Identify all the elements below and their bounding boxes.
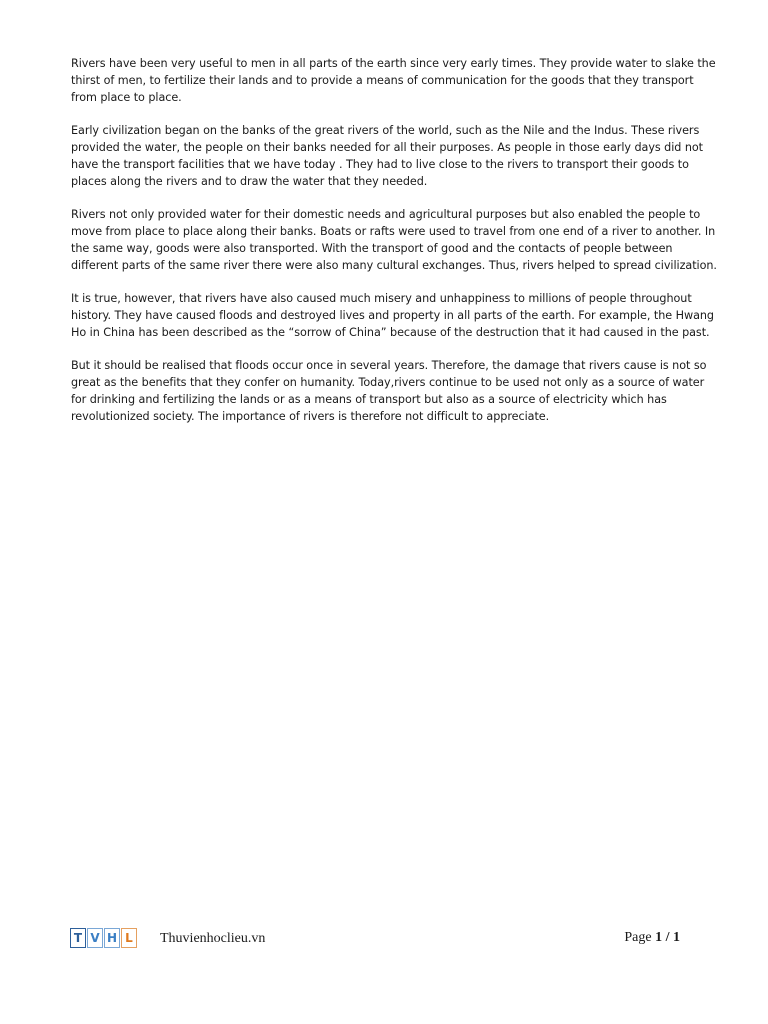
logo-letter-t: T <box>70 928 86 948</box>
logo-letter-v: V <box>87 928 103 948</box>
document-body <box>71 55 717 441</box>
page-total: 1 <box>673 930 680 945</box>
logo-letter-h: H <box>104 928 120 948</box>
paragraph-3: Rivers not only provided water for their domestic needs and agricultural purposes but also enabled the people to move from place to place along their banks. Boats or rafts were used to travel from one end of a river to another. In the same way, goods were also transported. With the transport of good and the contacts of people between different parts of the same river there were also many cultural exchanges. Thus, rivers helped to spread civilization. <box>71 208 717 272</box>
site-name: Thuvienhoclieu.vn <box>160 931 266 946</box>
paragraph-1: Rivers have been very useful to men in all parts of the earth since very early times. They provide water to slake the thirst of men, to fertilize their lands and to provide a means of communication for the goods that they transport from place to place. <box>71 57 716 104</box>
page-label: Page <box>624 930 656 945</box>
paragraph-4: It is true, however, that rivers have also caused much misery and unhappiness to millions of people throughout history. They have caused floods and destroyed lives and property in all parts of the earth. For example, the Hwang Ho in China has been described as the “sorrow of China” because of the destruction that it had caused in the past. <box>71 292 714 339</box>
logo-letter-l: L <box>121 928 137 948</box>
page-separator: / <box>662 930 673 945</box>
paragraph-2: Early civilization began on the banks of the great rivers of the world, such as the Nile and the Indus. These rivers provided the water, the people on their banks needed for all their purposes. As people in those early days did not have the transport facilities that we have today . They had to live close to the rivers to transport their goods to places along the rivers and to draw the water that they needed. <box>71 124 704 188</box>
page-current: 1 <box>655 930 663 945</box>
page-footer <box>70 928 690 954</box>
page-number <box>624 930 680 946</box>
paragraph-5: But it should be realised that floods occur once in several years. Therefore, the damage that rivers cause is not so great as the benefits that they confer on humanity. Today,rivers continue to be used not only as a source of water for drinking and fertilizing the lands or as a means of transport but also as a source of electricity which has revolutionized society. The importance of rivers is therefore not difficult to appreciate. <box>71 359 707 423</box>
tvhl-logo <box>70 928 137 948</box>
